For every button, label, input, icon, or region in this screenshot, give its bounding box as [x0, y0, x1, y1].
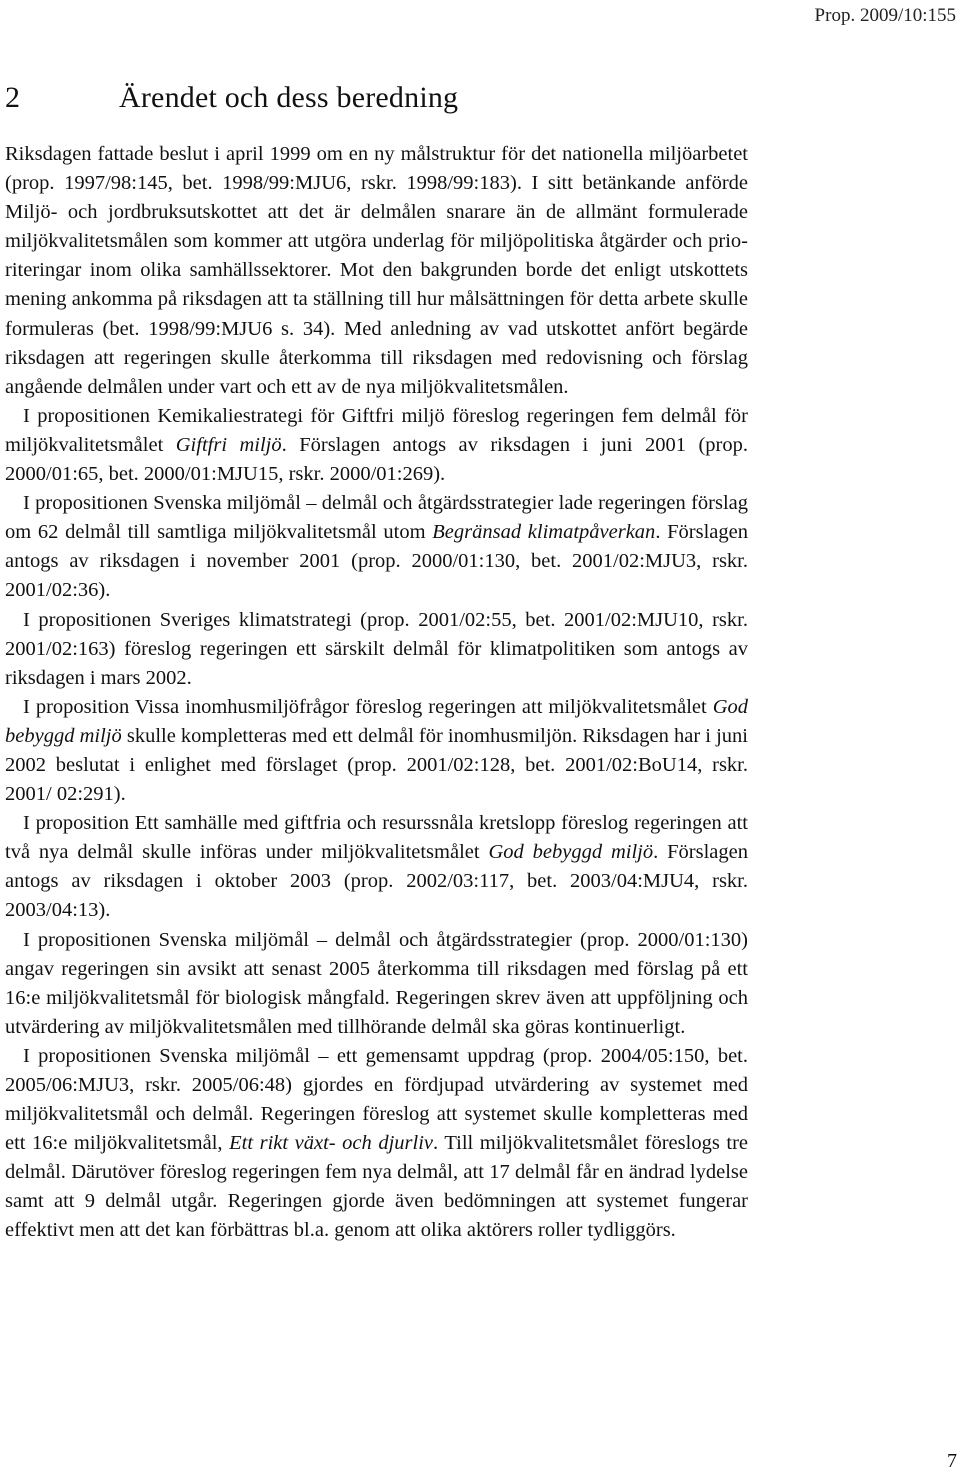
text-run: I propositionen Sveriges klimatstrategi (prop. 2001/02:55, bet. 2001/02:MJU10, rskr. 2001/02:163) föreslog regeringen ett särskilt delmål för klimatpolitiken som antogs av riksdagen i mars 2002. — [5, 608, 748, 689]
text-run: . Förslagen antogs av riksdagen i oktober 2003 (prop. 2002/03:117, bet. 2003/04:MJU4, rskr. 2003/04:13). — [5, 841, 748, 922]
italic-term: God bebyggd miljö — [488, 841, 654, 864]
paragraph — [5, 606, 748, 693]
paragraph — [5, 926, 748, 1042]
paragraph — [5, 1042, 748, 1246]
section-number: 2 — [5, 81, 21, 114]
text-run: I propositionen Svenska miljömål – ett gemensamt uppdrag (prop. 2004/05:150, bet. 2005/06:MJU3, rskr. 2005/06:48) gjordes en fördjupad utvärdering av systemet med miljökvalitetsmål och delmål. Regeringen föreslog att systemet skulle kompletteras med ett 16:e miljökvalitetsmål, — [5, 1044, 748, 1155]
text-run: I proposition Vissa inomhusmiljöfrågor föreslog regeringen att miljökvalitetsmålet — [23, 695, 713, 718]
text-run: I propositionen Svenska miljömål – delmål och åtgärdsstrategier lade regeringen förslag om 62 delmål till samtliga miljökvalitetsmål utom — [5, 492, 748, 544]
text-run: Riksdagen fattade beslut i april 1999 om en ny målstruktur för det nationella miljöarbetet (prop. 1997/98:145, bet. 1998/99:MJU6, rskr. 1998/99:183). I sitt betänkande anförde Miljö- och jordbruksutskottet att det är delmålen snarare än de allmänt formulerade miljökvalitetsmålen som kommer att utgöra underlag för miljöpolitiska åtgärder och prioriteringar inom olika samhällssektorer. Mot den bakgrunden borde det enligt utskottets mening ankomma på riksdagen att ta ställning till hur målsättningen för detta arbete skulle formuleras (bet. 1998/99:MJU6 s. 34). Med anledning av vad utskottet anfört begärde riksdagen att regeringen skulle återkomma till riksdagen med redovisning och förslag angående delmålen under vart och ett av de nya miljökvalitetsmålen. — [5, 143, 748, 398]
italic-term: Begränsad klimatpåverkan — [432, 521, 656, 544]
text-run: . Till miljökvalitetsmålet föreslogs tre delmål. Därutöver föreslog regeringen fem nya delmål, att 17 delmål får en ändrad lydelse samt att 9 delmål utgår. Regeringen gjorde även bedömningen att systemet fungerar effektivt men att det kan förbättras bl.a. genom att olika aktörers roller tydliggörs. — [5, 1132, 748, 1242]
italic-term: Ett rikt växt- och djurliv — [229, 1132, 434, 1155]
italic-term: Giftfri miljö — [175, 433, 282, 456]
text-run: skulle kompletteras med ett delmål för inomhusmiljön. Riksdagen har i juni 2002 beslutat i enlighet med förslaget (prop. 2001/02:128, bet. 2001/02:BoU14, rskr. 2001/ 02:291). — [5, 724, 748, 806]
page-number: 7 — [947, 1450, 957, 1472]
paragraph — [5, 402, 748, 489]
paragraph — [5, 489, 748, 605]
paragraph — [5, 140, 748, 402]
text-run: I propositionen Svenska miljömål – delmål och åtgärdsstrategier (prop. 2000/01:130) angav regeringen sin avsikt att senast 2005 återkomma till riksdagen med förslag på ett 16:e miljökvalitetsmål för biologisk mångfald. Regeringen skrev även att uppföljning och utvärdering av miljökvalitetsmålen med tillhörande delmål ska göras kontinuerligt. — [5, 928, 748, 1038]
paragraph — [5, 693, 748, 809]
text-run: I propositionen Kemikaliestrategi för Giftfri miljö föreslog regeringen fem delmål för miljökvalitetsmålet — [5, 404, 748, 456]
italic-term: God bebyggd miljö — [5, 695, 748, 747]
text-run: I proposition Ett samhälle med giftfria och resurssnåla kretslopp föreslog regeringen att två nya delmål skulle införas under miljökvalitetsmålet — [5, 812, 748, 864]
section-title: Ärendet och dess beredning — [119, 81, 459, 114]
section-heading — [5, 80, 458, 116]
body-text — [5, 140, 748, 1246]
running-head: Prop. 2009/10:155 — [814, 5, 956, 26]
text-run: . Förslagen antogs av riksdagen i november 2001 (prop. 2000/01:130, bet. 2001/02:MJU3, rskr. 2001/02:36). — [5, 521, 748, 602]
text-run: . Förslagen antogs av riksdagen i juni 2001 (prop. 2000/01:65, bet. 2000/01:MJU15, rskr. 2000/01:269). — [5, 433, 748, 486]
paragraph — [5, 809, 748, 925]
